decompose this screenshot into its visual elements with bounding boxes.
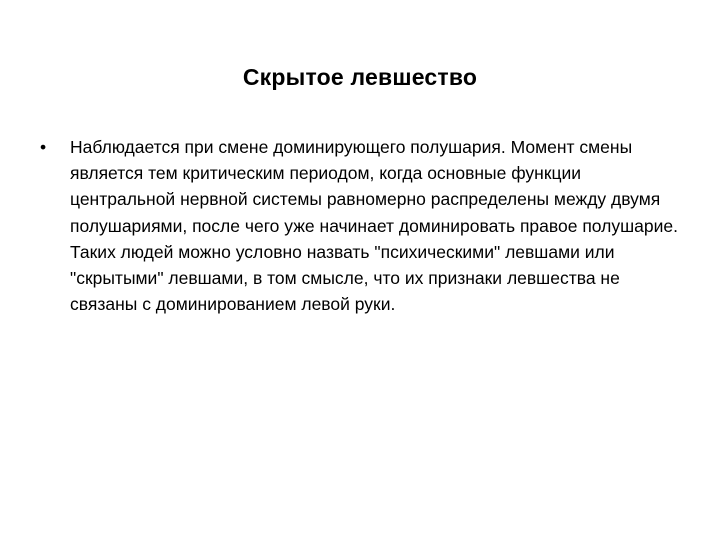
bullet-marker: • (40, 137, 47, 157)
bullet-item (40, 134, 680, 317)
slide-title: Скрытое левшество (242, 64, 478, 90)
bullet-text: Наблюдается при смене доминирующего полушария. Момент смены является тем критическим периодом, когда основные функции центральной нервной системы равномерно распределены между двумя полушариями, после чего уже начинает доминировать правое полушарие. Таких людей можно условно назвать "психическими" левшами или "скрытыми" левшами, в том смысле, что их признаки левшества не связаны с доминированием левой руки. (70, 137, 678, 315)
bullet-list (40, 134, 680, 317)
